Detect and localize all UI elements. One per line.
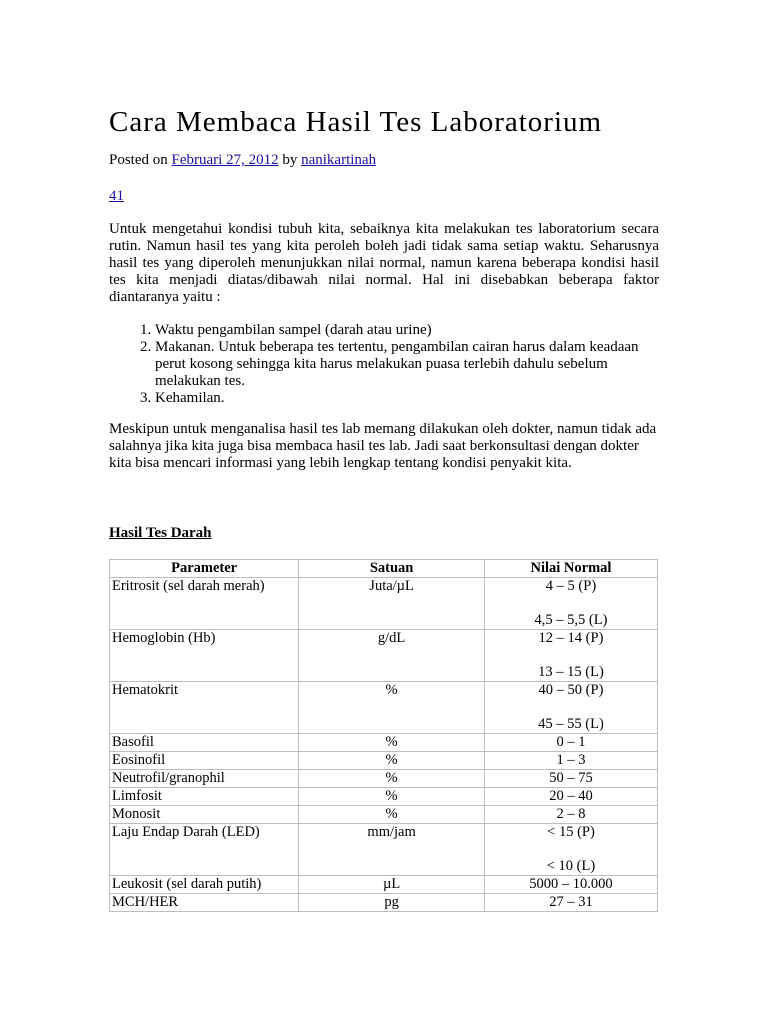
blood-test-table	[109, 559, 658, 912]
post-meta	[109, 152, 376, 169]
header-parameter: Parameter	[110, 560, 299, 578]
cell-parameter: Laju Endap Darah (LED)	[110, 824, 299, 876]
normal-value-p: < 15 (P)	[547, 824, 595, 840]
header-unit: Satuan	[299, 560, 485, 578]
cell-parameter: Eritrosit (sel darah merah)	[110, 578, 299, 630]
table-row	[110, 876, 658, 894]
posted-prefix: Posted on	[109, 152, 168, 168]
cell-normal: 27 – 31	[484, 894, 657, 912]
cell-parameter: Leukosit (sel darah putih)	[110, 876, 299, 894]
cell-normal: 50 – 75	[484, 770, 657, 788]
cell-normal	[484, 682, 657, 734]
table-row	[110, 770, 658, 788]
cell-parameter: Hematokrit	[110, 682, 299, 734]
cell-unit: %	[299, 770, 485, 788]
normal-value-p: 4 – 5 (P)	[545, 578, 597, 594]
factor-list	[109, 322, 659, 407]
cell-unit: µL	[299, 876, 485, 894]
cell-normal	[484, 630, 657, 682]
list-item: 2. Makanan. Untuk beberapa tes tertentu, pengambilan cairan harus dalam keadaan perut kosong sehingga kita harus melakukan puasa terlebih dahulu sebelum melakukan tes.	[155, 339, 659, 390]
cell-parameter: Basofil	[110, 734, 299, 752]
by-label: by	[282, 152, 298, 168]
cell-parameter: Hemoglobin (Hb)	[110, 630, 299, 682]
list-item: 3. Kehamilan.	[155, 390, 659, 407]
cell-normal: 1 – 3	[484, 752, 657, 770]
intro-paragraph: Untuk mengetahui kondisi tubuh kita, sebaiknya kita melakukan tes laboratorium secara rutin. Namun hasil tes yang kita peroleh boleh jadi tidak sama setiap waktu. Seharusnya hasil tes yang diperoleh menunjukkan nilai normal, namun karena beberapa kondisi hasil tes kita menjadi diatas/dibawah nilai normal. Hal ini disebabkan beberapa faktor diantaranya yaitu :	[109, 221, 659, 305]
normal-value-l: 4,5 – 5,5 (L)	[534, 612, 608, 628]
cell-normal: 2 – 8	[484, 806, 657, 824]
table-row	[110, 806, 658, 824]
normal-value-p: 12 – 14 (P)	[538, 630, 604, 646]
cell-unit: %	[299, 752, 485, 770]
header-normal: Nilai Normal	[484, 560, 657, 578]
normal-value-p: 40 – 50 (P)	[538, 682, 604, 698]
cell-normal	[484, 824, 657, 876]
section-title: Hasil Tes Darah	[109, 525, 212, 541]
table-row	[110, 682, 658, 734]
cell-unit: %	[299, 682, 485, 734]
cell-unit: Juta/µL	[299, 578, 485, 630]
table-header-row	[110, 560, 658, 578]
cell-normal	[484, 578, 657, 630]
normal-value-l: 45 – 55 (L)	[538, 716, 604, 732]
table-row	[110, 734, 658, 752]
cell-normal: 0 – 1	[484, 734, 657, 752]
list-item: 1. Waktu pengambilan sampel (darah atau urine)	[155, 322, 659, 339]
cell-normal: 5000 – 10.000	[484, 876, 657, 894]
cell-normal: 20 – 40	[484, 788, 657, 806]
cell-unit: %	[299, 734, 485, 752]
closing-paragraph: Meskipun untuk menganalisa hasil tes lab memang dilakukan oleh dokter, namun tidak ada salahnya jika kita juga bisa membaca hasil tes lab. Jadi saat berkonsultasi dengan dokter kita bisa mencari informasi yang lebih lengkap tentang kondisi penyakit kita.	[109, 421, 657, 471]
cell-unit: %	[299, 806, 485, 824]
cell-unit: %	[299, 788, 485, 806]
author-link[interactable]: nanikartinah	[301, 152, 377, 168]
table-row	[110, 630, 658, 682]
cell-parameter: Limfosit	[110, 788, 299, 806]
cell-unit: pg	[299, 894, 485, 912]
article-title: Cara Membaca Hasil Tes Laboratorium	[109, 106, 603, 138]
comment-count-link[interactable]: 41	[109, 188, 124, 204]
normal-value-l: < 10 (L)	[546, 858, 596, 874]
cell-unit: mm/jam	[299, 824, 485, 876]
cell-parameter: Eosinofil	[110, 752, 299, 770]
normal-value-l: 13 – 15 (L)	[538, 664, 604, 680]
table-row	[110, 788, 658, 806]
table-row	[110, 578, 658, 630]
table-row	[110, 894, 658, 912]
table-row	[110, 824, 658, 876]
cell-unit: g/dL	[299, 630, 485, 682]
cell-parameter: Neutrofil/granophil	[110, 770, 299, 788]
cell-parameter: MCH/HER	[110, 894, 299, 912]
table-row	[110, 752, 658, 770]
cell-parameter: Monosit	[110, 806, 299, 824]
post-date-link[interactable]: Februari 27, 2012	[171, 152, 279, 168]
